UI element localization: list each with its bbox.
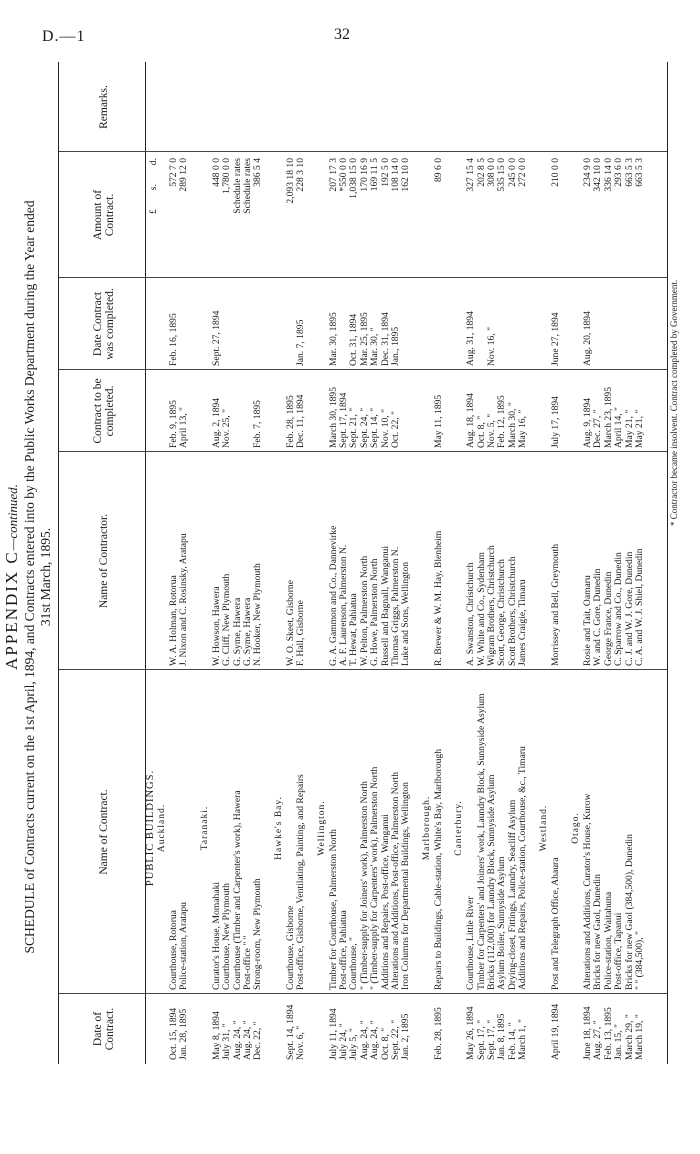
cell-contract-name: Timber for Courthouse, Palmerston North [327, 829, 339, 990]
cell-contractor: G. A. Gammon and Co., Dannevirke [327, 525, 339, 666]
cell-date: March 1, " [517, 1019, 529, 1060]
cell-completed: Mar. 30, " [369, 327, 381, 366]
cell-contractor: Morrissey and Bell, Greymouth [549, 543, 561, 666]
cell-contractor: George France, Dunedin [602, 571, 614, 666]
cell-contractor: Russell and Bagnall, Wanganui [379, 545, 391, 666]
cell-amount: 245 0 0 [506, 158, 518, 187]
cell-contractor: G. Syme, Hawera [231, 597, 243, 666]
cell-amount: 272 0 0 [517, 158, 529, 187]
cell-amount: 1,038 15 0 [348, 158, 360, 199]
cell-to-complete: Sept. 14, " [369, 407, 381, 448]
cell-contractor: G. Howe, Palmerston North [369, 558, 381, 666]
cell-date: Jan. 8, 1895 [496, 1013, 508, 1060]
cell-contract-name: Additions and Repairs, Post-office, Wanganui [379, 814, 391, 990]
cell-to-complete: Nov. 10, " [379, 408, 391, 448]
cell-date: Feb. 28, 1895 [432, 1007, 444, 1060]
cell-to-complete: March 30, 1895 [327, 386, 339, 448]
cell-date: July 31, " [221, 1023, 233, 1060]
region-heading: Westland. [538, 804, 549, 852]
cell-contractor: Scott Brothers, Christchurch [506, 556, 518, 666]
cell-amount: 327 15 4 [465, 158, 477, 192]
appendix-title [2, 0, 22, 1154]
cell-to-complete: Feb. 9, 1895 [168, 400, 179, 448]
cell-amount: 2,093 18 10 [284, 158, 296, 204]
region-heading: Canterbury. [454, 800, 465, 856]
cell-contractor: W. and C. Gore, Dunedin [592, 568, 604, 666]
cell-amount: 169 11 5 [369, 158, 381, 192]
cell-to-complete: March 30, " [506, 402, 518, 448]
cell-contract-name: Police-station, Waitahuna [602, 891, 614, 990]
cell-to-complete: Aug. 9, 1894 [582, 397, 593, 448]
cell-to-complete: Oct. 22, " [390, 411, 401, 448]
cell-contractor: Thomas Griggs, Palmerston N. [390, 546, 401, 666]
cell-date: June 18, 1894 [582, 1006, 593, 1060]
cell-contractor: F. Hall, Gisborne [295, 600, 307, 666]
pence-label: d. [148, 158, 159, 166]
cell-to-complete: Dec. 11, 1894 [295, 394, 307, 448]
col-header-date: Date of Contract. [92, 1007, 116, 1051]
cell-completed: Aug. 20, 1894 [582, 311, 593, 366]
cell-date: Sept. 22, " [390, 1019, 401, 1060]
col-header-remarks: Remarks. [98, 85, 110, 129]
cell-amount: Schedule rates [242, 158, 253, 214]
cell-amount: 386 5 4 [252, 158, 264, 187]
cell-date: Oct. 8, " [379, 1027, 391, 1060]
cell-contractor: W. White and Co., Sydenham [475, 552, 487, 666]
col-header-to-complete: Contract to be completed. [92, 378, 116, 444]
cell-contract-name: Courthouse, Rotorua [168, 910, 179, 990]
cell-completed: Oct. 31, 1894 [348, 313, 360, 366]
cell-to-complete: Sept. 17, 1894 [338, 392, 349, 448]
cell-contractor: N. Hooker, New Plymouth [252, 563, 264, 666]
cell-date: March 29, " [623, 1014, 635, 1060]
col-header-contractor: Name of Contractor. [98, 513, 110, 609]
cell-amount: 89 6 0 [432, 158, 444, 182]
cell-date: Jan. 28, 1895 [178, 1008, 190, 1060]
cell-date: May 8, 1894 [210, 1011, 222, 1060]
cell-date: Oct. 15, 1894 [168, 1007, 179, 1060]
cell-completed: Sept. 27, 1894 [210, 310, 222, 366]
amount-units-header [149, 158, 160, 214]
cell-contract-name: Post-office, Pahiatua [338, 910, 349, 990]
cell-to-complete: Nov. 25, " [221, 408, 233, 448]
cell-contractor: James Craigie, Timaru [517, 579, 529, 666]
cell-to-complete: Dec. 27, " [592, 409, 604, 448]
cell-contract-name: " " (384,500), " [634, 931, 645, 990]
cell-completed: Mar. 30, 1895 [327, 312, 339, 366]
cell-to-complete: May 21, " [634, 409, 645, 448]
cell-date: Aug. 24, " [242, 1020, 253, 1060]
cell-completed: Nov. 16, " [486, 326, 497, 366]
appendix-title-continued: —continued. [5, 484, 20, 551]
cell-contractor: C. J. and W. J. Gore, Dunedin [623, 551, 635, 666]
cell-to-complete: Aug. 2, 1894 [210, 397, 222, 448]
cell-contractor: A. F. Laurenson, Palmerston N. [338, 544, 349, 666]
cell-completed: Aug. 31, 1894 [465, 311, 477, 366]
col-divider [59, 369, 667, 370]
cell-date: July 24, " [338, 1023, 349, 1060]
page-ref: D.—1 [42, 28, 86, 45]
cell-to-complete: Oct. 8, " [475, 415, 487, 448]
cell-amount: 1,780 0 0 [221, 158, 233, 194]
cell-to-complete: Feb. 12, 1895 [496, 395, 508, 448]
cell-contractor: G. Cliff, New Plymouth [221, 573, 233, 666]
cell-contract-name: Drying-closet, Fittings, Laundry, Seacliff Asylum [506, 799, 518, 990]
cell-date: Sept. 14, 1894 [284, 1004, 296, 1060]
cell-contract-name: Curator's House, Momahaki [210, 881, 222, 990]
cell-date: May 26, 1894 [465, 1006, 477, 1060]
cell-contractor: Scott, George, Christchurch [496, 559, 508, 666]
cell-contract-name: Police-station, Aratapu [178, 902, 190, 990]
cell-date: Jan. 15, " [613, 1024, 625, 1060]
cell-date: Sept. 17, " [475, 1019, 487, 1060]
cell-contract-name: Additions and Repairs, Police-station, Courthouse, &c., Timaru [517, 746, 529, 990]
cell-contract-name: Post and Telegraph Office, Ahaura [549, 857, 561, 990]
cell-date: Dec. 22, " [252, 1021, 264, 1060]
cell-date: Feb. 14, " [506, 1022, 518, 1060]
cell-date: Feb. 13, 1895 [602, 1007, 614, 1060]
schedule-title-line1: SCHEDULE of Contracts current on the 1st April, 1894, and Contracts entered into by the Public Works Department during the Year ended [22, 200, 37, 954]
cell-amount: 192 5 0 [379, 158, 391, 187]
cell-to-complete: Sept. 24, " [358, 407, 370, 448]
shillings-label: s. [148, 184, 159, 191]
region-heading: Wellington. [316, 800, 327, 856]
cell-amount: 170 16 9 [358, 158, 370, 192]
schedule-title-line2: 31st March, 1895. [38, 527, 53, 627]
cell-contract-name: Courthouse (Timber and Carpenter's work), Hawera [231, 790, 243, 990]
cell-date: Nov. 6, " [295, 1025, 307, 1060]
cell-contractor: A. Swanston, Christchurch [465, 562, 477, 666]
col-divider [59, 277, 667, 278]
cell-amount: Schedule rates [231, 158, 243, 214]
cell-amount: 210 0 0 [549, 158, 561, 187]
region-heading: Marlborough. [421, 795, 432, 861]
col-header-contract: Name of Contract. [98, 789, 110, 875]
cell-to-complete: Sept. 21, " [348, 407, 360, 448]
cell-date: Jan. 2, 1895 [400, 1013, 412, 1060]
cell-to-complete: July 17, 1894 [549, 396, 561, 448]
cell-contract-name: Iron Columns for Departmental Buildings, Wellington [400, 782, 412, 990]
cell-amount: 234 9 0 [582, 158, 593, 187]
cell-amount: 289 12 0 [178, 158, 190, 192]
cell-contract-name: " (Timber-supply for Carpenters' work), Palmerston North [369, 766, 381, 990]
cell-contractor: R. Brewer & W. M. Hay, Blenheim [432, 530, 444, 666]
cell-contractor: J. Nixon and C. Rosinsky, Aratapu [178, 533, 190, 666]
cell-contract-name: Bricks for new Gaol, Dunedin [592, 874, 604, 990]
cell-contractor: W. O. Skeet, Gisborne [284, 580, 296, 666]
region-heading: Auckland. [157, 803, 167, 853]
cell-amount: 308 0 0 [486, 158, 497, 187]
col-divider [59, 451, 667, 452]
cell-contractor: Rosie and Tait, Oamaru [582, 575, 593, 666]
page-number: 32 [334, 26, 350, 43]
cell-contract-name: Courthouse, " [348, 937, 360, 990]
cell-contract-name: Courthouse, New Plymouth [221, 883, 233, 990]
cell-date: April 19, 1894 [549, 1003, 561, 1060]
cell-completed: Dec. 31, 1894 [379, 312, 391, 366]
cell-contractor: C. A. and W. J. Shiel, Dunedin [634, 548, 645, 666]
cell-amount: 202 8 5 [475, 158, 487, 187]
cell-contractor: C. Sparrow and Co., Dunedin [613, 552, 625, 666]
contracts-table [58, 62, 668, 1064]
cell-completed: Jan., 1895 [390, 326, 401, 366]
col-divider [59, 151, 667, 152]
cell-contract-name: Timber for Carpenters' and Joiners' work, Laundry Block, Sunnyside Asylum [475, 693, 487, 990]
cell-contractor: T. Hewat, Pahiatua [348, 593, 360, 666]
cell-amount: 228 3 10 [295, 158, 307, 192]
cell-contract-name: Courthouse, Little River [465, 896, 477, 990]
cell-amount: 535 15 0 [496, 158, 508, 192]
cell-date: Sept. 17, " [486, 1019, 497, 1060]
cell-to-complete: Feb. 28, 1895 [284, 395, 296, 448]
cell-contract-name: Asylum Boiler, Sunnyside Asylum [496, 856, 508, 990]
cell-amount: 162 10 0 [400, 158, 412, 192]
cell-amount: 448 0 0 [210, 158, 222, 187]
cell-amount: 663 5 3 [623, 158, 635, 187]
cell-contract-name: Bricks (112,000) for Laundry Block, Sunnyside Asylum [486, 774, 497, 990]
cell-date: Aug. 27, " [592, 1020, 604, 1060]
cell-completed: June 27, 1894 [549, 312, 561, 366]
region-heading: Otago. [571, 812, 581, 844]
appendix-title-main: APPENDIX C [2, 550, 21, 670]
cell-contract-name: Post-office, Tapanui [613, 912, 625, 990]
cell-to-complete: May 11, 1895 [432, 394, 444, 448]
cell-to-complete: April 14, " [613, 407, 625, 448]
cell-amount: 108 14 0 [390, 158, 401, 192]
region-heading: Hawke's Bay. [273, 796, 284, 860]
region-heading: Taranaki. [199, 805, 210, 851]
cell-amount: 207 17 3 [327, 158, 339, 192]
cell-amount: 336 14 0 [602, 158, 614, 192]
pounds-label: £ [148, 209, 159, 214]
cell-contractor: Wigram Brothers, Christchurch [486, 545, 497, 666]
cell-amount: *550 0 0 [338, 158, 349, 192]
cell-to-complete: Aug. 18, 1894 [465, 393, 477, 448]
cell-date: March 19, " [634, 1014, 645, 1060]
col-header-completed: Date Contract was completed. [92, 288, 116, 360]
cell-date: July 5, " [348, 1028, 360, 1060]
col-divider [59, 993, 667, 994]
cell-contract-name: " (Timber-supply for Joiners' work), Palmerston North [358, 781, 370, 990]
cell-to-complete: April 13, " [178, 407, 190, 448]
cell-contractor: Luke and Sons, Wellington [400, 561, 412, 666]
cell-contract-name: Courthouse, Gisborne [284, 905, 296, 990]
public-buildings-heading: PUBLIC BUILDINGS. [145, 769, 156, 887]
cell-amount: 293 6 0 [613, 158, 625, 187]
cell-date: July 11, 1894 [327, 1008, 339, 1060]
cell-to-complete: May 21, " [623, 409, 635, 448]
cell-contract-name: Strong-room, New Plymouth [252, 878, 264, 990]
cell-to-complete: May 16, " [517, 409, 529, 448]
cell-amount: 663 5 3 [634, 158, 645, 187]
footnote: * Contractor became insolvent. Contract completed by Government. [669, 279, 679, 526]
cell-completed: Feb. 16, 1895 [168, 313, 179, 366]
cell-contractor: W. Pelton, Palmerston North [358, 555, 370, 666]
cell-completed: Mar. 25, 1895 [358, 312, 370, 366]
cell-date: Aug. 24, " [369, 1020, 381, 1060]
cell-to-complete: March 23, 1895 [602, 386, 614, 448]
cell-contractor: W. Howson, Hawera [210, 586, 222, 666]
cell-contract-name: Bricks for new Gaol (384,500), Dunedin [623, 834, 635, 990]
col-header-amount: Amount of Contract. [92, 189, 116, 241]
cell-contract-name: Post-office " " [242, 935, 253, 990]
cell-contract-name: Alterations and Additions, Curator's House, Kurow [582, 793, 593, 990]
cell-amount: 572 7 0 [168, 158, 179, 187]
cell-to-complete: Nov. 5, " [486, 413, 497, 448]
cell-contract-name: Alterations and Additions, Post-office, Palmerston North [390, 771, 401, 990]
cell-contractor: W. A. Holman, Rotorua [168, 575, 179, 666]
cell-contract-name: Post-office, Gisborne, Ventilating, Painting, and Repairs [295, 774, 307, 990]
cell-date: Aug. 24, " [231, 1020, 243, 1060]
cell-amount: 342 10 0 [592, 158, 604, 192]
cell-completed: Jan. 7, 1895 [295, 319, 307, 366]
cell-date: Aug. 24, " [358, 1020, 370, 1060]
cell-to-complete: Feb. 7, 1895 [252, 400, 264, 448]
cell-contract-name: Repairs to Buildings, Cable-station, White's Bay, Marlborough [432, 748, 444, 990]
cell-contractor: G. Syme, Hawera [242, 597, 253, 666]
